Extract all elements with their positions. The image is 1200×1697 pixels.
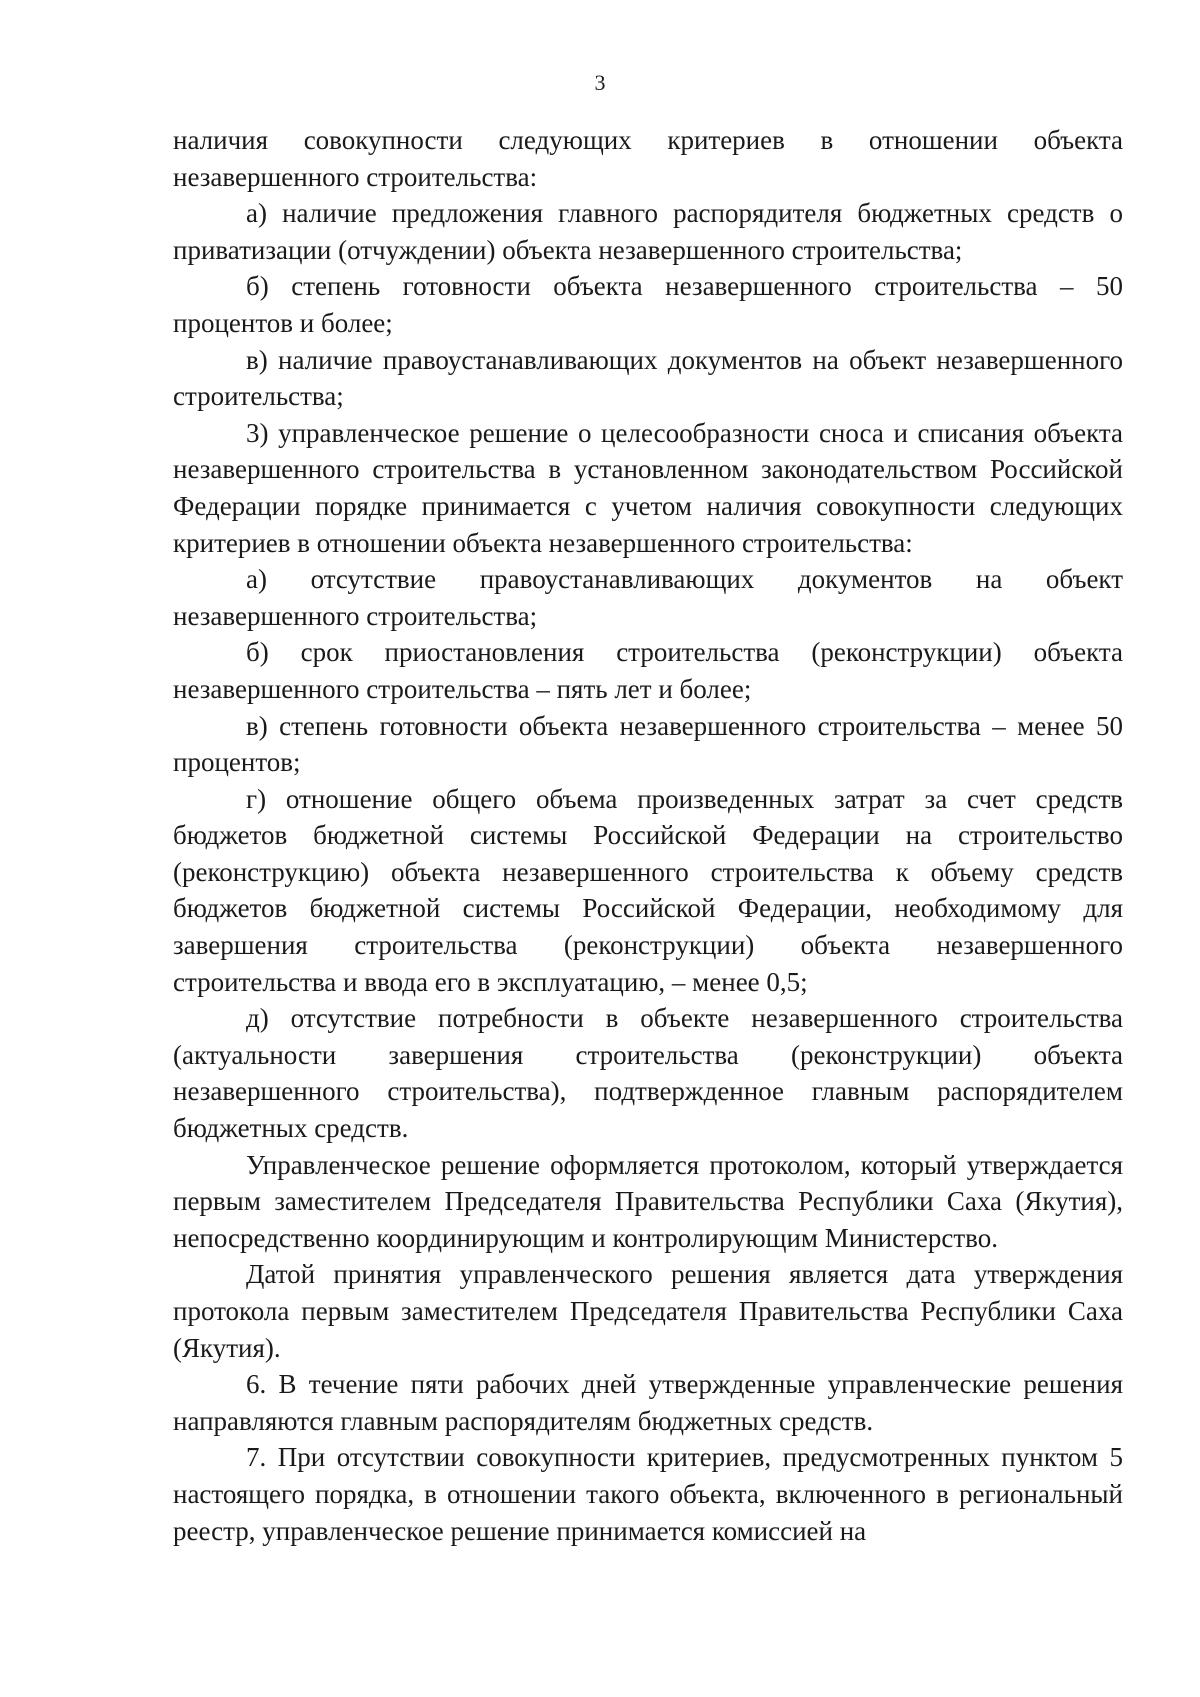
- paragraph-item-7: 7. При отсутствии совокупности критериев, предусмотренных пунктом 5 настоящего порядка, в отношении такого объекта, включенного в региональный реестр, управленческое решение принимается комиссией на: [173, 1442, 1123, 1546]
- paragraph-item-g-cost-ratio: г) отношение общего объема произведенных затрат за счет средств бюджетов бюджетной системы Российской Федерации на строительство (реконструкцию) объекта незавершенного строительства к объему средств бюджетов бюджетной системы Российской Федерации, необходимому для завершения строительства (реконструкции) объекта незавершенного строительства и ввода его в эксплуатацию, – менее 0,5;: [173, 783, 1123, 997]
- paragraph-item-b-suspension: б) срок приостановления строительства (реконструкции) объекта незавершенного строительства – пять лет и более;: [173, 637, 1123, 704]
- paragraph-criteria-intro: наличия совокупности следующих критериев в отношении объекта незавершенного строительства:: [173, 125, 1123, 192]
- paragraph-item-a-no-documents: а) отсутствие правоустанавливающих документов на объект незавершенного строительства;: [173, 564, 1123, 631]
- paragraph-item-a-privatization: а) наличие предложения главного распорядителя бюджетных средств о приватизации (отчуждении) объекта незавершенного строительства;: [173, 198, 1123, 265]
- paragraph-item-6: 6. В течение пяти рабочих дней утвержденные управленческие решения направляются главным распорядителям бюджетных средств.: [173, 1369, 1123, 1436]
- paragraph-item-d-no-need: д) отсутствие потребности в объекте незавершенного строительства (актуальности завершения строительства (реконструкции) объекта незавершенного строительства), подтвержденное главным распорядителем бюджетных средств.: [173, 1003, 1123, 1144]
- paragraph-item-3-demolition: 3) управленческое решение о целесообразности сноса и списания объекта незавершенного строительства в установленном законодательством Российской Федерации порядке принимается с учетом наличия совокупности следующих критериев в отношении объекта незавершенного строительства:: [173, 417, 1123, 558]
- page-number: 3: [594, 70, 606, 95]
- paragraph-item-v-low-readiness: в) степень готовности объекта незавершенного строительства – менее 50 процентов;: [173, 710, 1123, 778]
- paragraph-item-v-documents: в) наличие правоустанавливающих документов на объект незавершенного строительства;: [173, 344, 1123, 412]
- paragraph-decision-date: Датой принятия управленческого решения является дата утверждения протокола первым заместителем Председателя Правительства Республики Саха (Якутия).: [173, 1259, 1123, 1363]
- paragraph-protocol: Управленческое решение оформляется протоколом, который утверждается первым заместителем Председателя Правительства Республики Саха (Якутия), непосредственно координирующим и контролирующим Министерство.: [173, 1149, 1123, 1253]
- paragraph-item-b-readiness: б) степень готовности объекта незавершенного строительства – 50 процентов и более;: [173, 271, 1123, 338]
- document-body: [173, 122, 1123, 1549]
